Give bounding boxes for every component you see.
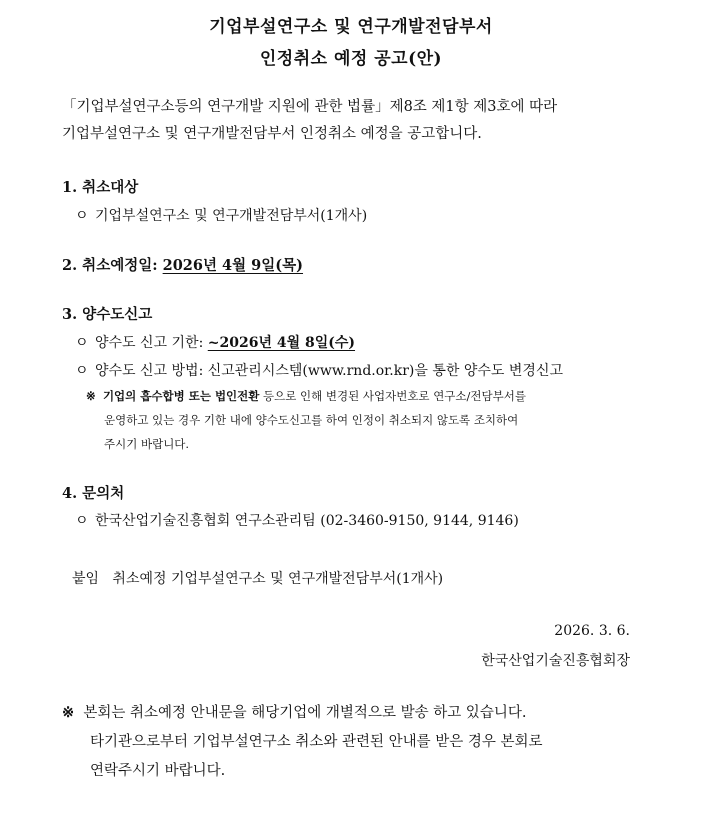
- section-2-label: 2. 취소예정일:: [62, 257, 163, 274]
- section-1-item: [75, 205, 367, 225]
- note-bold: 기업의 흡수합병 또는 법인전환: [102, 389, 260, 403]
- footer-mark: ※: [62, 704, 75, 721]
- section-3-item-1: [75, 332, 355, 352]
- bullet: ㅇ: [75, 335, 89, 351]
- section-4-heading: 4. 문의처: [62, 485, 125, 502]
- intro-line-1: 「기업부설연구소등의 연구개발 지원에 관한 법률」제8조 제1항 제3호에 따라: [62, 99, 558, 115]
- footer-line-1-text: 본회는 취소예정 안내문을 해당기업에 개별적으로 발송 하고 있습니다.: [83, 705, 527, 721]
- bullet: ㅇ: [75, 513, 89, 529]
- section-2-date: 2026년 4월 9일(목): [162, 257, 304, 274]
- note-mark: ※: [86, 389, 96, 403]
- bullet: ㅇ: [75, 363, 89, 379]
- section-1-item-text: 기업부설연구소 및 연구개발전담부서(1개사): [95, 208, 368, 224]
- signer: 한국산업기술진흥협회장: [481, 653, 630, 669]
- title-line-1: 기업부설연구소 및 연구개발전담부서: [209, 17, 493, 37]
- intro-paragraph: [62, 94, 557, 148]
- note-line-2: 운영하고 있는 경우 기한 내에 양수도신고를 하여 인정이 취소되지 않도록 조치하여: [104, 413, 519, 427]
- section-1-heading: 1. 취소대상: [62, 179, 139, 196]
- document-date: 2026. 3. 6.: [554, 623, 630, 639]
- attachment: [72, 568, 443, 588]
- section-4-item: [75, 510, 519, 530]
- footer-line-1: [62, 698, 642, 728]
- footer-line-2: 타기관으로부터 기업부설연구소 취소와 관련된 안내를 받은 경우 본회로: [90, 734, 543, 750]
- title-line-2: 인정취소 예정 공고(안): [259, 49, 443, 69]
- section-3-heading: 3. 양수도신고: [62, 306, 153, 323]
- section-3-note: [86, 384, 632, 456]
- section-2-heading: [62, 254, 303, 275]
- section-3-item-1-value: ~2026년 4월 8일(수): [207, 335, 356, 351]
- note-line-1-rest: 등으로 인해 변경된 사업자번호로 연구소/전담부서를: [259, 389, 526, 403]
- section-3-item-1-label: 양수도 신고 기한:: [95, 335, 208, 351]
- footer-line-3: 연락주시기 바랍니다.: [90, 763, 226, 779]
- note-line-3: 주시기 바랍니다.: [104, 437, 190, 451]
- attachment-text: 취소예정 기업부설연구소 및 연구개발전담부서(1개사): [112, 571, 444, 587]
- section-3-item-2-text: 양수도 신고 방법: 신고관리시스템(www.rnd.or.kr)을 통한 양수도 변경신고: [95, 363, 563, 379]
- attachment-label: 붙임: [72, 571, 100, 587]
- section-3-item-2: [75, 360, 563, 380]
- footer-notice: [62, 698, 642, 786]
- bullet: ㅇ: [75, 208, 89, 224]
- intro-line-2: 기업부설연구소 및 연구개발전담부서 인정취소 예정을 공고합니다.: [62, 126, 482, 142]
- section-4-item-text: 한국산업기술진흥협회 연구소관리팀 (02-3460-9150, 9144, 9146): [95, 513, 519, 529]
- note-line-1: [86, 384, 632, 408]
